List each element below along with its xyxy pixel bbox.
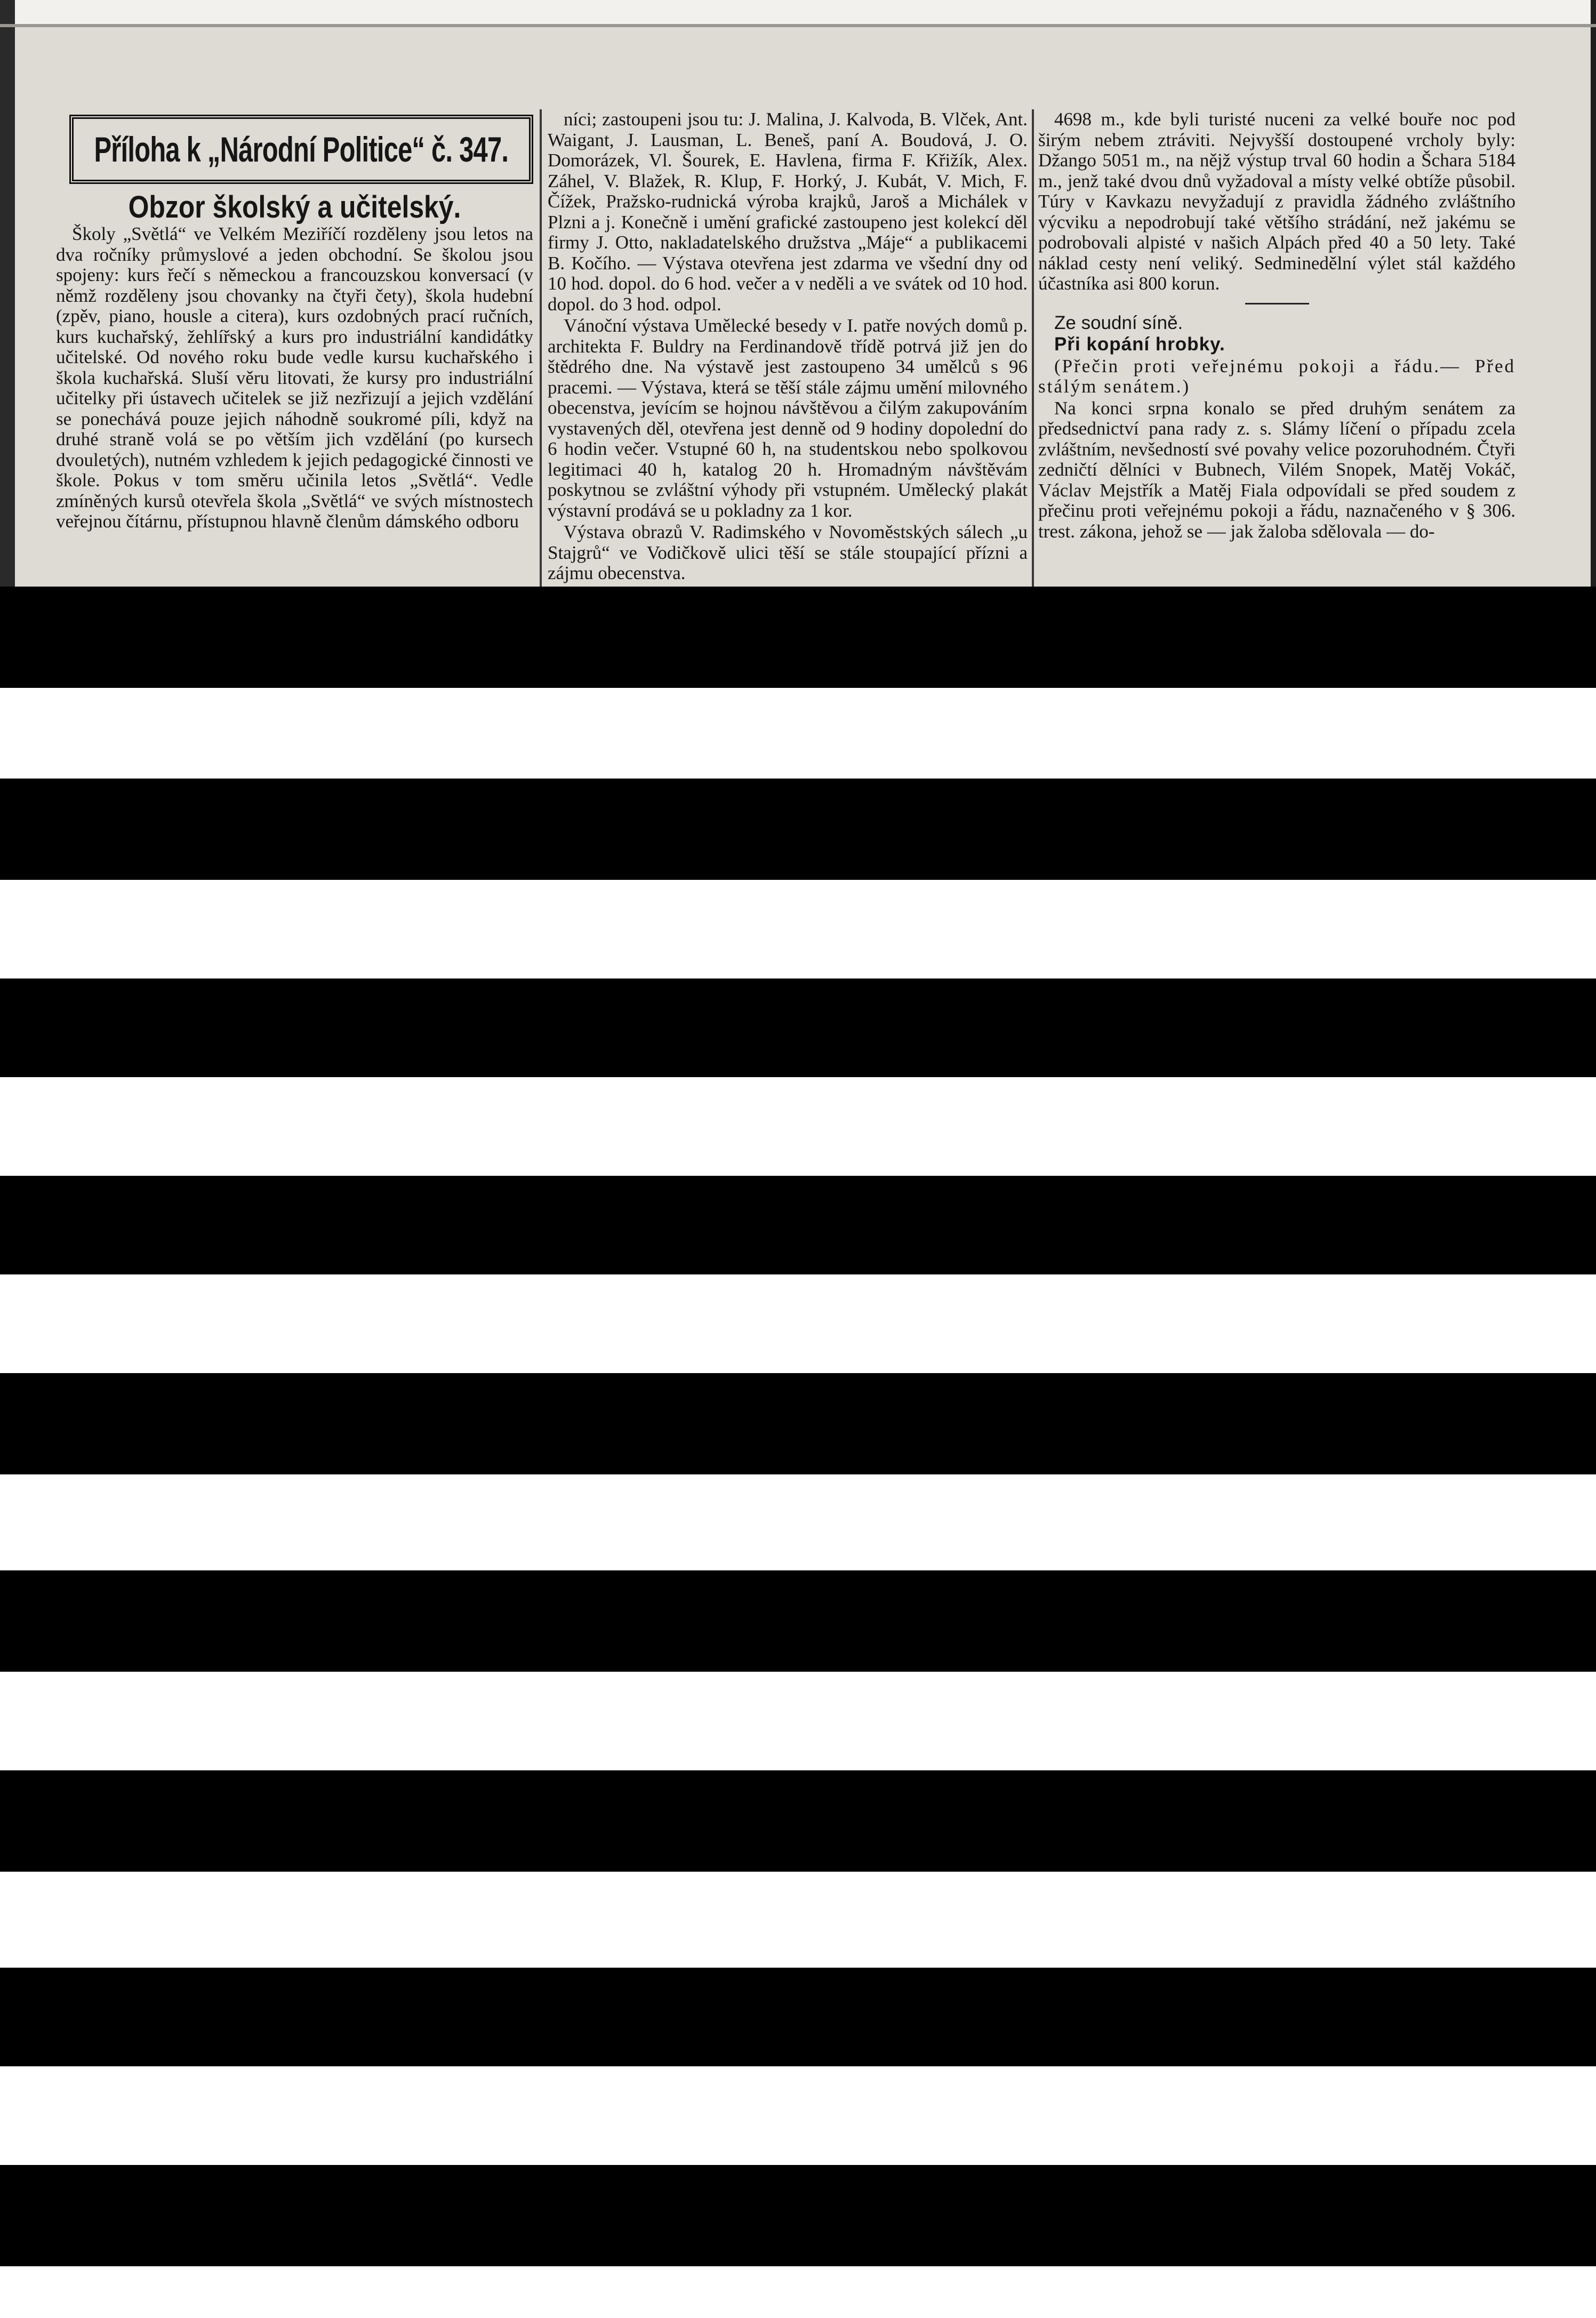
- court-article-note: (Přečin proti veřejnému pokoji a řádu.— Před stálým senátem.): [1038, 355, 1515, 397]
- redaction-band: [0, 1373, 1596, 1474]
- column-2: [548, 109, 1028, 587]
- redaction-band: [0, 1968, 1596, 2066]
- column-2-paragraph: Výstava obrazů V. Radimského v Novoměstských sálech „u Stajgrů“ ve Vodičkově ulici těší se stále stoupající přízni a zájmu obecenstva.: [548, 522, 1028, 583]
- redaction-band: [0, 587, 1596, 688]
- redaction-band: [0, 1570, 1596, 1672]
- scan-left-edge: [0, 0, 15, 587]
- redaction-band: [0, 1176, 1596, 1274]
- column-2-paragraph: Vánoční výstava Umělecké besedy v I. patře nových domů p. architekta F. Buldry na Ferdinandově třídě potrvá již jen do štědrého dne. Na výstavě jest zastoupeno 34 umělců s 96 pracemi. — Výstava, která se těší stále zájmu umění milovného obecenstva, jevícím se hojnou návštěvou a čilým zakupováním vystavených děl, otevřena jest denně od 9 hodiny dopolední do 6 hodin večer. Vstupné 60 h, na studentskou nebo spolkovou legitimaci 40 h, katalog 20 h. Hromadným návštěvám poskytnou se zvláštní výhody při vstupném. Umělecký plakát výstavní prodává se u pokladny za 1 kor.: [548, 315, 1028, 521]
- column-3: [1038, 109, 1515, 587]
- redaction-band: [0, 779, 1596, 880]
- supplement-title: Příloha k „Národní Politice“ č. 347.: [94, 130, 509, 169]
- newspaper-scan: [0, 0, 1596, 587]
- column-1-body: Školy „Světlá“ ve Velkém Meziříčí rozděleny jsou letos na dva ročníky průmyslové a jeden obchodní. Se školou jsou spojeny: kurs řečí s německou a francouzskou konversací (v němž rozděleny jsou chovanky na čtyři čety), škola hudební (zpěv, piano, housle a citera), kurs ozdobných prací ručních, kurs kuchařský, žehlířský a kurs pro industriální kandidátky učitelské. Od nového roku bude vedle kursu kuchařského i škola kuchařská. Sluší věru litovati, že kursy pro industriální učitelky při ústavech učitelek se již nezřizují a jejich vzdělání se ponechává pouze jejich náhodně soukromé píli, když na druhé straně volá se po větším jich vzdělání (po kursech dvouletých), nutném vzhledem k jejich pedagogické činnosti ve škole. Pokus v tom směru učinila letos „Světlá“. Vedle zmíněných kursů otevřela škola „Světlá“ ve svých místnostech veřejnou čítárnu, přístupnou hlavně členům dámského odboru: [56, 224, 533, 532]
- court-article-body: Na konci srpna konalo se před druhým senátem za předsednictví pana rady z. s. Slámy líčení o případu zcela zvláštním, nevšedností své povahy velice pozoruhodném. Čtyři zedničtí dělníci v Bubnech, Vilém Snopek, Matěj Vokáč, Václav Mejstřík a Matěj Fiala odpovídali se před soudem z přečinu proti veřejnému pokoji a řádu, naznačeného v § 306. trest. zákona, jehož se — jak žaloba sdělovala — do-: [1038, 397, 1515, 542]
- court-section-title: Ze soudní síně.: [1054, 312, 1183, 333]
- column-rule-1: [540, 109, 542, 587]
- column-2-paragraph: níci; zastoupeni jsou tu: J. Malina, J. Kalvoda, B. Vlček, Ant. Waigant, J. Lausman, L. Beneš, paní A. Boudová, J. O. Domorázek, Vl. Šourek, E. Havlena, firma F. Křižík, Alex. Záhel, V. Blažek, R. Klup, F. Horký, J. Kubát, V. Mich, F. Čížek, Pražsko-rudnická výroba krajků, Jaroš a Michálek v Plzni a j. Konečně i umění grafické zastoupeno jest kolekcí děl firmy J. Otto, nakladatelského družstva „Máje“ a publikacemi B. Kočího. — Výstava otevřena jest zdarma ve všední dny od 10 hod. dopol. do 6 hod. večer a v neděli a ve svátek od 10 hod. dopol. do 3 hod. odpol.: [548, 109, 1028, 315]
- column-3-paragraph: 4698 m., kde byli turisté nuceni za velké bouře noc pod širým nebem ztráviti. Nejvyšší dostoupené vrcholy byly: Džango 5051 m., na nějž výstup trval 60 hodin a Šchara 5184 m., jenž také dvou dnů vyžadoval a místy velké obtíže působil. Túry v Kavkazu nevyžadují z pravidla žádného zvláštního výcviku a nepodrobují také většího strádání, než jakému se podrobovali alpisté v našich Alpách před 40 a 50 lety. Také náklad cesty není veliký. Sedminedělní výlet stál každého účastníka asi 800 korun.: [1038, 109, 1515, 294]
- column-rule-2: [1032, 109, 1034, 587]
- court-article-title: Při kopání hrobky.: [1054, 334, 1225, 355]
- section-title-school: Obzor školský a učitelský.: [128, 190, 461, 224]
- section-divider: [1245, 303, 1309, 304]
- redaction-band: [0, 978, 1596, 1077]
- column-1: [56, 224, 533, 587]
- scan-right-edge: [1591, 0, 1596, 587]
- page-top-rule: [0, 24, 1596, 27]
- redaction-band: [0, 2165, 1596, 2266]
- redaction-band: [0, 1770, 1596, 1872]
- supplement-header-box: [69, 115, 533, 184]
